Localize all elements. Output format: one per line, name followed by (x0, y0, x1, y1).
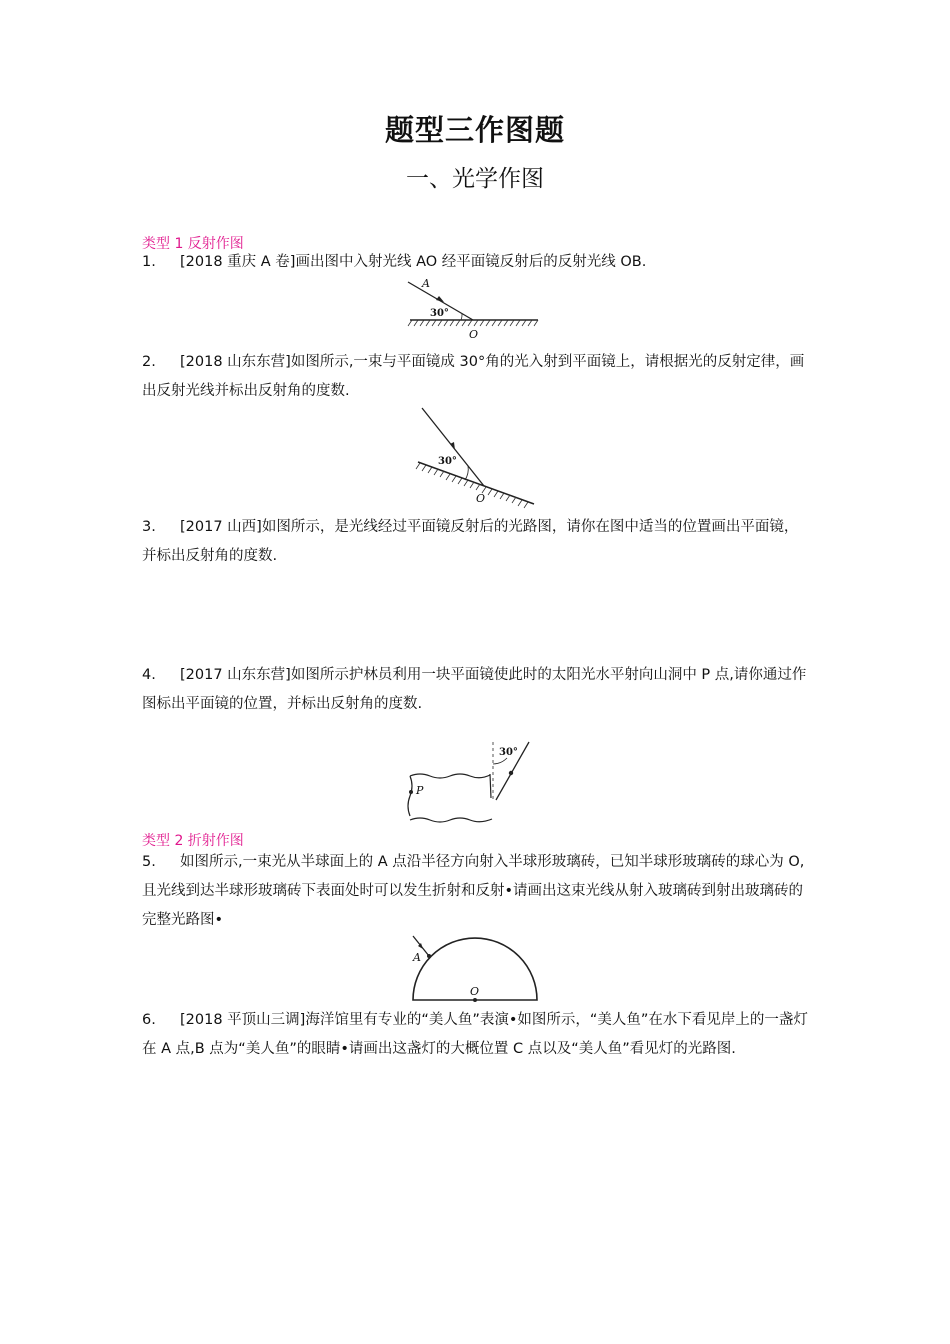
angle-arc (461, 314, 462, 320)
figure-5-hemisphere-diagram (405, 932, 545, 1006)
question-number: 6. (142, 1012, 156, 1028)
mirror-hatching (408, 320, 538, 326)
question-number: 4. (142, 667, 156, 683)
ray-arrow-icon (509, 771, 513, 775)
section-heading-refraction: 类型 2 折射作图 (142, 833, 244, 849)
question-text: 如图所示,一束光从半球面上的 A 点沿半径方向射入半球形玻璃砖，已知半球形玻璃砖的球心为 O,且光线到达半球形玻璃砖下表面处时可以发生折射和反射•请画出这束光线从射入玻璃砖到射出玻璃砖的完整光路图• (142, 854, 805, 928)
question-number: 3. (142, 519, 156, 535)
angle-label: 30° (438, 456, 457, 467)
figure-1-mirror-diagram (400, 276, 545, 342)
question-5 (142, 848, 810, 935)
question-3 (142, 513, 810, 571)
question-4 (142, 661, 810, 719)
section-heading-reflection: 类型 1 反射作图 (142, 236, 244, 252)
question-text: [2018 重庆 A 卷]画出图中入射光线 AO 经平面镜反射后的反射光线 OB. (180, 254, 647, 270)
cave-mouth-edge (490, 774, 491, 798)
angle-arc (493, 758, 507, 764)
question-6 (142, 1006, 810, 1064)
question-text: [2018 平顶山三调]海洋馆里有专业的“美人鱼”表演•如图所示，“美人鱼”在水下看见岸上的一盏灯在 A 点,B 点为“美人鱼”的眼睛•请画出这盏灯的大概位置 C 点以及“美人鱼”看见灯的光路图. (142, 1012, 808, 1057)
question-text: [2017 山西]如图所示，是光线经过平面镜反射后的光路图，请你在图中适当的位置画出平面镜，并标出反射角的度数. (142, 519, 799, 564)
question-number: 1. (142, 254, 156, 270)
point-p-dot (409, 790, 413, 794)
figure-2-inclined-mirror-diagram (410, 404, 540, 510)
question-number: 5. (142, 854, 156, 870)
point-p-label: P (416, 784, 424, 797)
question-text: [2018 山东东营]如图所示,一束与平面镜成 30°角的光入射到平面镜上，请根据光的反射定律，画出反射光线并标出反射角的度数. (142, 354, 805, 399)
cave-top-edge (410, 774, 490, 778)
cave-bottom-edge (410, 818, 492, 822)
angle-arc (465, 466, 468, 480)
page-title: 题型三作图题 (384, 113, 565, 147)
cave-back-wall (408, 776, 412, 816)
question-1 (142, 248, 810, 277)
point-a-dot (427, 954, 431, 958)
point-o-label: O (470, 985, 480, 998)
angle-label: 30° (430, 308, 449, 319)
point-o-label: O (469, 328, 479, 341)
point-o-dot (473, 998, 477, 1002)
figure-4-cave-diagram (400, 738, 535, 830)
mirror-hatching (416, 463, 528, 508)
point-o-label: O (476, 492, 486, 505)
point-a-label: A (413, 951, 421, 964)
angle-label: 30° (499, 747, 518, 758)
question-number: 2. (142, 354, 156, 370)
page-subtitle: 一、光学作图 (406, 166, 544, 192)
point-a-label: A (422, 277, 430, 290)
question-2 (142, 348, 810, 406)
question-text: [2017 山东东营]如图所示护林员利用一块平面镜使此时的太阳光水平射向山洞中 P 点,请你通过作图标出平面镜的位置，并标出反射角的度数. (142, 667, 807, 712)
